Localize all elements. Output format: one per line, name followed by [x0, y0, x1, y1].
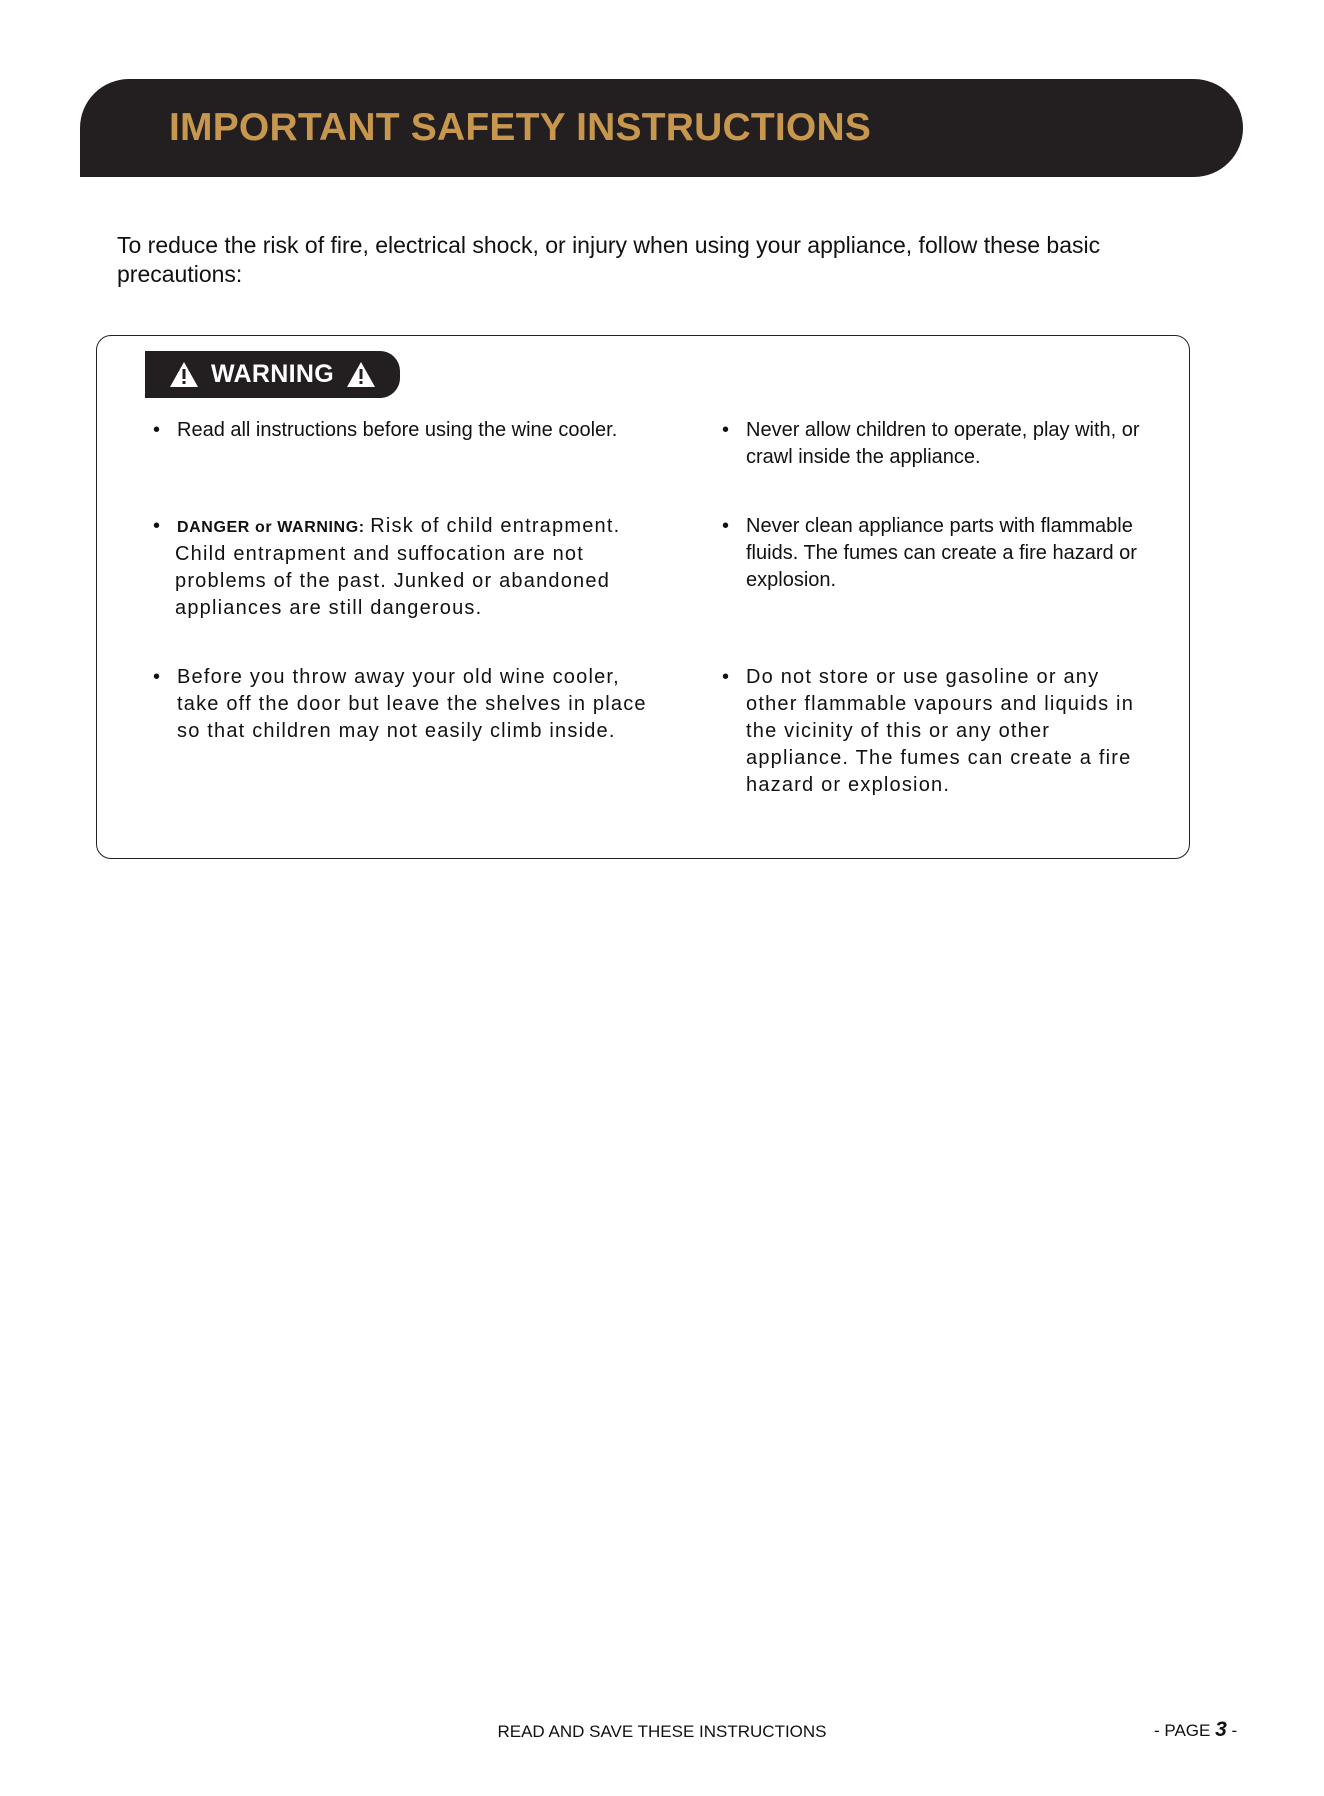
- page-title: IMPORTANT SAFETY INSTRUCTIONS: [169, 106, 872, 149]
- list-item-text: Never allow children to operate, play with, or crawl inside the appliance.: [746, 419, 1140, 468]
- warning-label: WARNING: [211, 360, 334, 388]
- footer-note: READ AND SAVE THESE INSTRUCTIONS: [497, 1722, 827, 1741]
- page-prefix: - PAGE: [1154, 1721, 1211, 1740]
- warning-tag: [145, 351, 400, 398]
- list-item: [153, 513, 667, 622]
- list-item-text: Do not store or use gasoline or any other flammable vapours and liquids in the vicinity of this or any other appliance. The fumes can create a fire hazard or explosion.: [746, 666, 1135, 796]
- list-item-text: Never clean appliance parts with flammable fluids. The fumes can create a fire hazard or explosion.: [746, 515, 1137, 591]
- list-item: [153, 417, 677, 444]
- page-number: [1154, 1718, 1237, 1742]
- danger-label: DANGER or WARNING:: [177, 519, 365, 536]
- list-item-detail: Child entrapment and suffocation are not problems of the past. Junked or abandoned appliances are still dangerous.: [175, 543, 611, 619]
- list-item: [722, 417, 1156, 471]
- page-suffix: -: [1231, 1721, 1238, 1740]
- bullet-icon: •: [722, 419, 730, 441]
- bullet-icon: •: [153, 666, 161, 688]
- list-item: [722, 513, 1156, 594]
- list-item: [722, 664, 1156, 799]
- bullet-icon: •: [153, 419, 161, 441]
- bullet-icon: •: [153, 515, 161, 537]
- bullet-icon: •: [722, 515, 730, 537]
- list-item-text: Risk of child entrapment.: [370, 515, 621, 537]
- list-item: [153, 664, 657, 745]
- warning-triangle-icon: [346, 361, 376, 388]
- header-bar: [80, 79, 1243, 177]
- warning-triangle-icon: [169, 361, 199, 388]
- intro-text: To reduce the risk of fire, electrical shock, or injury when using your appliance, follow these basic precautions:: [117, 232, 1101, 287]
- list-item-text: Before you throw away your old wine cooler, take off the door but leave the shelves in place so that children may not easily climb inside.: [177, 666, 647, 742]
- bullet-icon: •: [722, 666, 730, 688]
- page-number-value: 3: [1215, 1718, 1227, 1741]
- list-item-text: Read all instructions before using the wine cooler.: [177, 419, 618, 441]
